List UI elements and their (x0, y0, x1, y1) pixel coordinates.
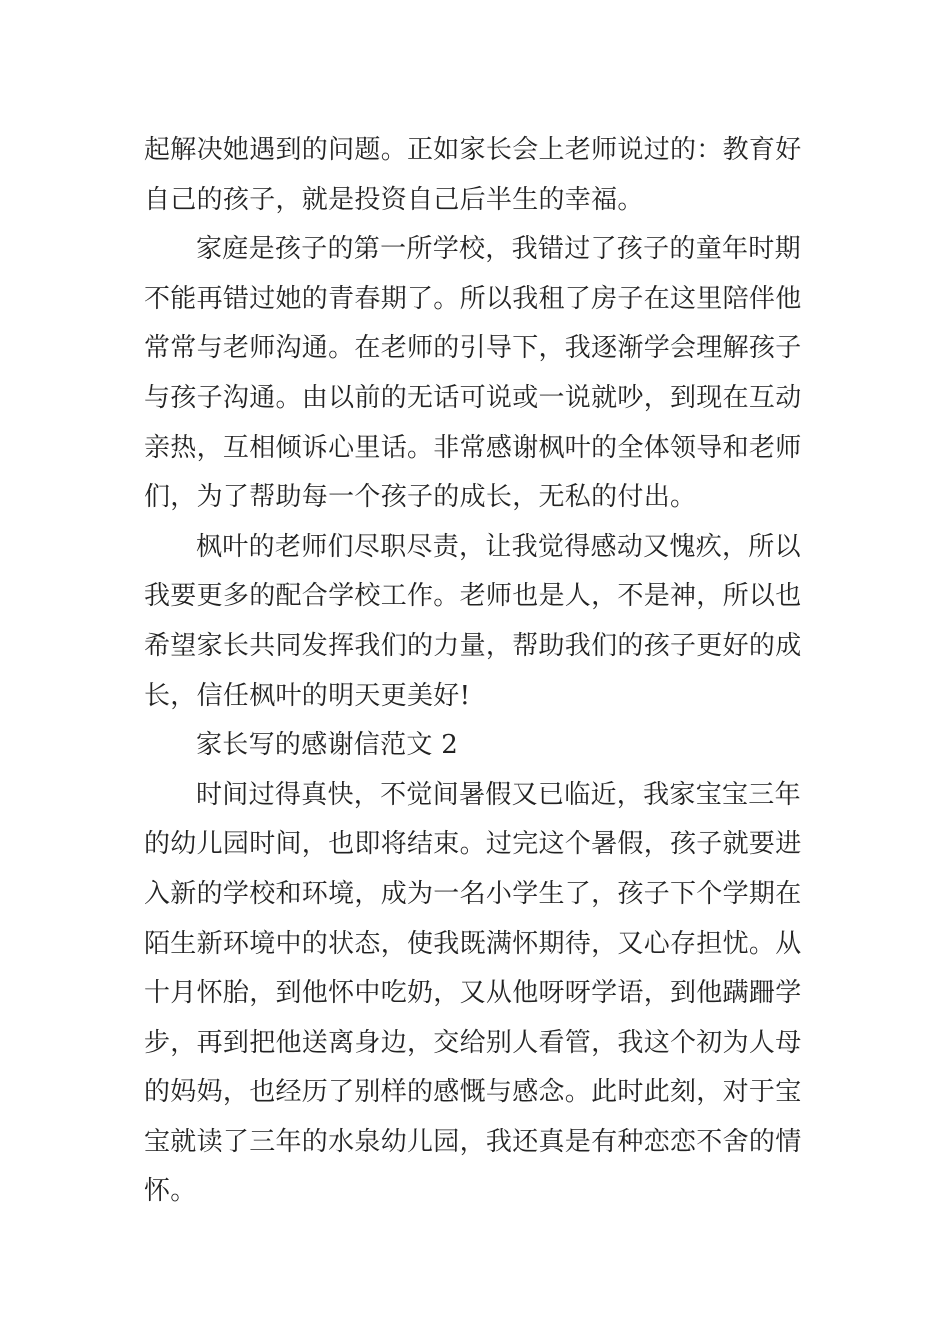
section-heading: 家长写的感谢信范文 2 (196, 730, 459, 761)
document-body (144, 126, 808, 1217)
text-line: 我要更多的配合学校工作。老师也是人，不是神，所以也 (144, 581, 802, 612)
text-line: 自己的孩子，就是投资自己后半生的幸福。 (144, 184, 644, 215)
paragraph-first-line: 枫叶的老师们尽职尽责，让我觉得感动又愧疚，所以 (196, 531, 801, 562)
text-line: 亲热，互相倾诉心里话。非常感谢枫叶的全体领导和老师 (144, 432, 802, 463)
text-line: 陌生新环境中的状态，使我既满怀期待，又心存担忧。从 (144, 928, 802, 959)
text-line: 的妈妈，也经历了别样的感慨与感念。此时此刻，对于宝 (144, 1077, 802, 1108)
text-line: 的幼儿园时间，也即将结束。过完这个暑假，孩子就要进 (144, 829, 802, 860)
text-line: 起解决她遇到的问题。正如家长会上老师说过的：教育好 (144, 135, 802, 165)
text-line: 长，信任枫叶的明天更美好! (144, 680, 471, 711)
text-line: 步，再到把他送离身边，交给别人看管，我这个初为人母 (144, 1027, 802, 1058)
text-line: 与孩子沟通。由以前的无话可说或一说就吵，到现在互动 (144, 382, 802, 413)
text-line: 十月怀胎，到他怀中吃奶，又从他呀呀学语，到他蹒跚学 (144, 978, 802, 1009)
paragraph-first-line: 时间过得真快，不觉间暑假又已临近，我家宝宝三年 (196, 779, 801, 810)
text-line: 入新的学校和环境，成为一名小学生了，孩子下个学期在 (144, 878, 802, 909)
text-line: 怀。 (144, 1176, 197, 1207)
text-line: 不能再错过她的青春期了。所以我租了房子在这里陪伴他 (144, 283, 802, 314)
text-line: 们，为了帮助每一个孩子的成长，无私的付出。 (144, 482, 697, 513)
text-line: 宝就读了三年的水泉幼儿园，我还真是有种恋恋不舍的情 (144, 1126, 802, 1157)
paragraph-first-line: 家庭是孩子的第一所学校，我错过了孩子的童年时期 (196, 234, 801, 265)
text-line: 希望家长共同发挥我们的力量，帮助我们的孩子更好的成 (144, 630, 802, 661)
text-line: 常常与老师沟通。在老师的引导下，我逐渐学会理解孩子 (144, 333, 802, 364)
